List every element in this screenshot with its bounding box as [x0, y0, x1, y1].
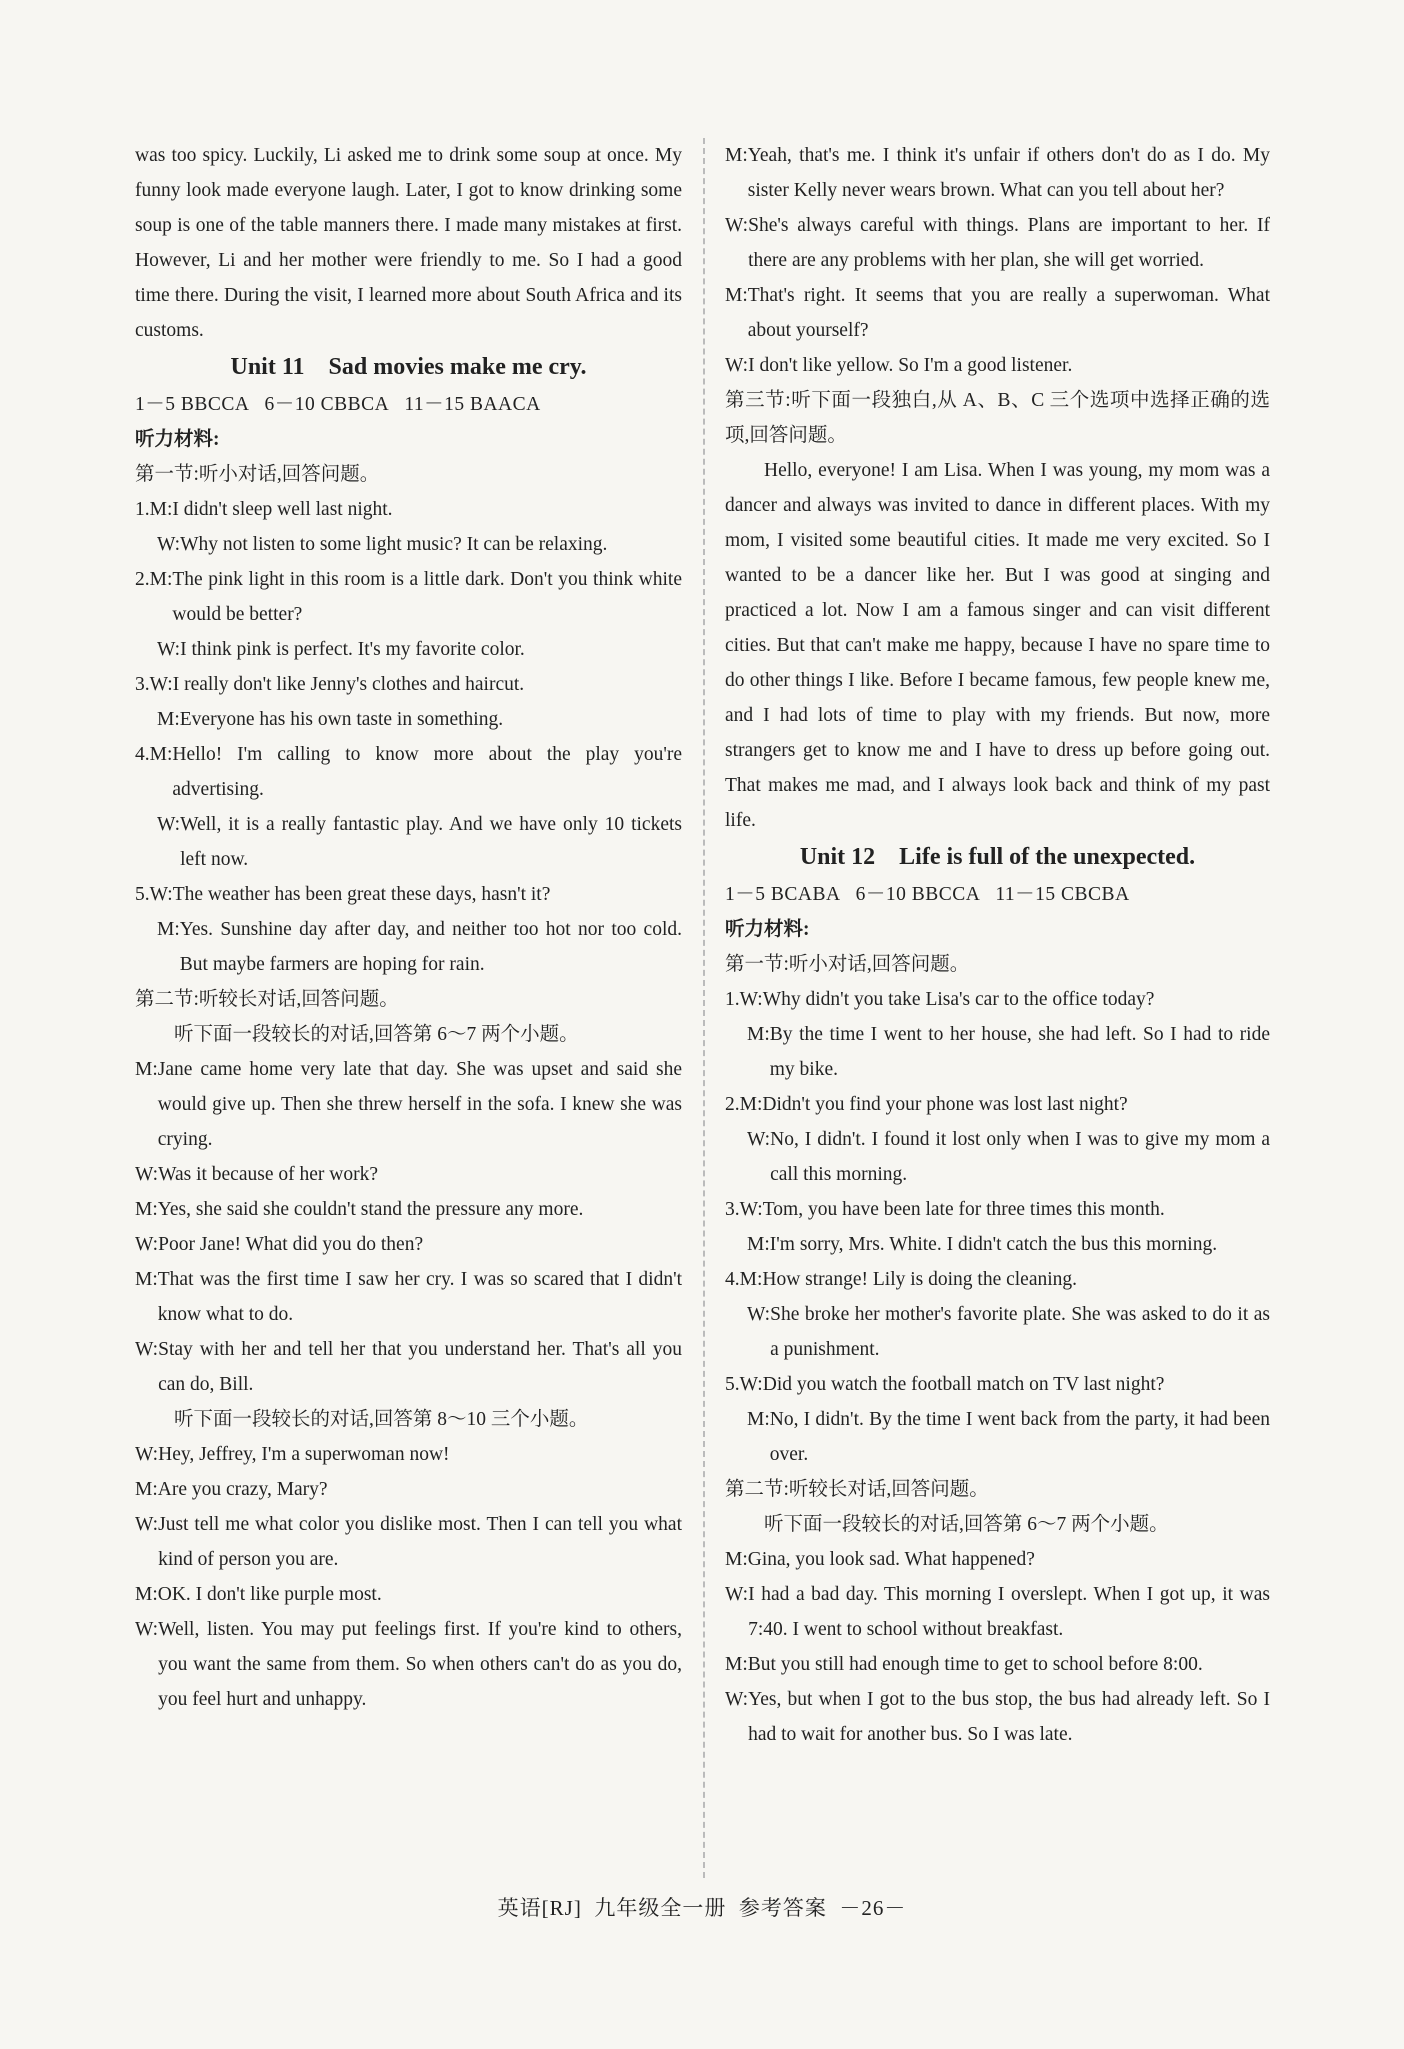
section-3-heading: 第三节:听下面一段独白,从 A、B、C 三个选项中选择正确的选项,回答问题。 — [725, 390, 1270, 446]
u12-q4-line-w — [725, 1297, 1270, 1367]
dialogue-text: Just tell me what color you dislike most. Then I can tell you what kind of person you are. — [158, 1514, 682, 1570]
u12-q1-line-w — [725, 982, 1270, 1017]
dialogue-text: Yes, she said she couldn't stand the pressure any more. — [157, 1199, 584, 1220]
dialogue-8-10 — [135, 1437, 682, 1717]
u12-q4-line-m — [725, 1262, 1270, 1297]
q4-w-text: She broke her mother's favorite plate. She was asked to do it as a punishment. — [770, 1304, 1270, 1360]
section-1-heading: 第一节:听小对话,回答问题。 — [725, 954, 970, 975]
q1-w-text: Why not listen to some light music? It can be relaxing. — [180, 534, 608, 555]
dialogue-line — [725, 1682, 1270, 1752]
q5-line-m — [135, 912, 682, 982]
speaker-label: M: — [135, 1269, 158, 1290]
speaker-label: W: — [135, 1514, 159, 1535]
speaker-label: M: — [157, 919, 180, 940]
speaker-label: W: — [725, 215, 749, 236]
section-2-heading: 第二节:听较长对话,回答问题。 — [135, 989, 399, 1010]
q1-number: 1. — [135, 499, 150, 520]
speaker-label: M: — [135, 1199, 158, 1220]
dialogue-text: Poor Jane! What did you do then? — [158, 1234, 424, 1255]
speaker-label: M: — [747, 1234, 770, 1255]
unit-12-title: Unit 12 Life is full of the unexpected. — [799, 844, 1196, 870]
u12-q3-line-m — [725, 1227, 1270, 1262]
q4-number: 4. — [725, 1269, 740, 1290]
intro-paragraph: was too spicy. Luckily, Li asked me to drink some soup at once. My funny look made everyone laugh. Later, I got to know drinking some soup is one of the table manners there. I made many mistakes at first. However, Li and her mother were friendly to me. So I had a good time there. During the visit, I learned more about South Africa and its customs. — [135, 145, 682, 341]
dialogue-text: Gina, you look sad. What happened? — [747, 1549, 1035, 1570]
unit-11-answers: 1－5 BBCCA 6－10 CBBCA 11－15 BAACA — [135, 394, 541, 415]
dialogue-text: But you still had enough time to get to school before 8:00. — [747, 1654, 1203, 1675]
dialogue-line — [135, 1437, 682, 1472]
speaker-label: W: — [725, 1689, 749, 1710]
dialogue-6-7 — [135, 1052, 682, 1402]
q5-w-text: Did you watch the football match on TV last night? — [762, 1374, 1165, 1395]
dialogue-line — [135, 1612, 682, 1717]
q1-w-text: Why didn't you take Lisa's car to the office today? — [762, 989, 1155, 1010]
q1-line-w — [135, 527, 682, 562]
q2-w-text: No, I didn't. I found it lost only when I was to give my mom a call this morning. — [770, 1129, 1270, 1185]
speaker-label: M: — [135, 1584, 158, 1605]
speaker-label: W: — [739, 1374, 763, 1395]
dialogue-line — [135, 1052, 682, 1157]
q2-number: 2. — [725, 1094, 740, 1115]
u12-q5-line-m — [725, 1402, 1270, 1472]
dialogue-line — [725, 1577, 1270, 1647]
speaker-label: W: — [157, 639, 181, 660]
dialogue-text: Yes, but when I got to the bus stop, the bus had already left. So I had to wait for another bus. So I was late. — [748, 1689, 1270, 1745]
q2-line-m — [135, 562, 682, 632]
dialogue-text: Are you crazy, Mary? — [157, 1479, 328, 1500]
column-divider — [703, 138, 705, 1878]
q5-number: 5. — [725, 1374, 740, 1395]
dialogue-text: Yeah, that's me. I think it's unfair if others don't do as I do. My sister Kelly never wears brown. What can you tell about her? — [747, 145, 1270, 201]
speaker-label: M: — [725, 1549, 748, 1570]
speaker-label: W: — [135, 1339, 159, 1360]
dialogue-line — [135, 1577, 682, 1612]
monologue: Hello, everyone! I am Lisa. When I was young, my mom was a dancer and always was invited to dance in different places. With my mom, I visited some beautiful cities. It made me very excited. So I wanted to be a dancer like her. But I was good at singing and practiced a lot. Now I am a famous singer and can visit different cities. But that can't make me happy, because I have no spare time to do other things I like. Before I became famous, few people knew me, and I had lots of time to play with my friends. But now, more strangers get to know me and I have to dress up before going out. That makes me mad, and I always look back and think of my past life. — [725, 460, 1270, 831]
right-column — [725, 138, 1270, 1752]
left-column — [135, 138, 682, 1717]
q4-line-w — [135, 807, 682, 877]
dialogue-line — [135, 1157, 682, 1192]
speaker-label: M: — [725, 145, 748, 166]
dialogue-8-10-intro: 听下面一段较长的对话,回答第 8～10 三个小题。 — [174, 1409, 589, 1430]
speaker-label: W: — [739, 989, 763, 1010]
u12-q2-line-w — [725, 1122, 1270, 1192]
dialogue-line — [135, 1332, 682, 1402]
speaker-label: W: — [135, 1444, 159, 1465]
speaker-label: W: — [157, 814, 181, 835]
q1-number: 1. — [725, 989, 740, 1010]
dialogue-8-10-continued — [725, 138, 1270, 383]
dialogue-6-7-intro: 听下面一段较长的对话,回答第 6～7 两个小题。 — [174, 1024, 579, 1045]
q1-line-m — [135, 492, 682, 527]
q5-number: 5. — [135, 884, 150, 905]
section-1-heading: 第一节:听小对话,回答问题。 — [135, 464, 380, 485]
dialogue-text: Stay with her and tell her that you understand her. That's all you can do, Bill. — [158, 1339, 682, 1395]
q4-line-m — [135, 737, 682, 807]
dialogue-line — [135, 1192, 682, 1227]
dialogue-6-7-intro: 听下面一段较长的对话,回答第 6～7 两个小题。 — [764, 1514, 1169, 1535]
speaker-label: M: — [739, 1269, 763, 1290]
dialogue-line — [135, 1507, 682, 1577]
dialogue-line — [725, 278, 1270, 348]
u12-q1-line-m — [725, 1017, 1270, 1087]
dialogue-text: That was the first time I saw her cry. I was so scared that I didn't know what to do. — [157, 1269, 682, 1325]
speaker-label: W: — [725, 355, 749, 376]
dialogue-line — [725, 1647, 1270, 1682]
q3-w-text: I really don't like Jenny's clothes and haircut. — [172, 674, 525, 695]
speaker-label: W: — [747, 1129, 771, 1150]
dialogue-text: That's right. It seems that you are really a superwoman. What about yourself? — [747, 285, 1270, 341]
q5-m-text: Yes. Sunshine day after day, and neither too hot nor too cold. But maybe farmers are hoping for rain. — [179, 919, 682, 975]
speaker-label: W: — [157, 534, 181, 555]
q3-m-text: Everyone has his own taste in something. — [179, 709, 504, 730]
u12-q5-line-w — [725, 1367, 1270, 1402]
speaker-label: W: — [725, 1584, 749, 1605]
speaker-label: M: — [725, 1654, 748, 1675]
dialogue-text: Was it because of her work? — [158, 1164, 378, 1185]
speaker-label: W: — [135, 1619, 159, 1640]
dialogue-line — [135, 1227, 682, 1262]
q5-line-w — [135, 877, 682, 912]
dialogue-text: Jane came home very late that day. She was upset and said she would give up. Then she threw herself in the sofa. I knew she was crying. — [157, 1059, 682, 1150]
speaker-label: W: — [135, 1164, 159, 1185]
dialogue-line — [135, 1472, 682, 1507]
q4-m-text: Hello! I'm calling to know more about the play you're advertising. — [172, 744, 682, 800]
speaker-label: M: — [135, 1059, 158, 1080]
q2-line-w — [135, 632, 682, 667]
q2-w-text: I think pink is perfect. It's my favorite color. — [180, 639, 525, 660]
speaker-label: M: — [149, 744, 173, 765]
dialogue-6-7 — [725, 1542, 1270, 1752]
dialogue-text: I don't like yellow. So I'm a good listener. — [748, 355, 1073, 376]
speaker-label: M: — [725, 285, 748, 306]
q2-m-text: The pink light in this room is a little dark. Don't you think white would be better? — [172, 569, 682, 625]
dialogue-text: Well, listen. You may put feelings first. If you're kind to others, you want the same from them. So when others can't do as you do, you feel hurt and unhappy. — [158, 1619, 682, 1710]
q3-line-w — [135, 667, 682, 702]
q5-w-text: The weather has been great these days, hasn't it? — [172, 884, 551, 905]
speaker-label: W: — [739, 1199, 763, 1220]
q2-number: 2. — [135, 569, 150, 590]
q1-m-text: By the time I went to her house, she had left. So I had to ride my bike. — [769, 1024, 1270, 1080]
dialogue-text: I had a bad day. This morning I overslept. When I got up, it was 7:40. I went to school without breakfast. — [748, 1584, 1270, 1640]
q4-m-text: How strange! Lily is doing the cleaning. — [762, 1269, 1078, 1290]
unit-11-title: Unit 11 Sad movies make me cry. — [230, 354, 587, 380]
materials-label: 听力材料: — [725, 919, 810, 940]
speaker-label: M: — [739, 1094, 763, 1115]
q3-m-text: I'm sorry, Mrs. White. I didn't catch the bus this morning. — [769, 1234, 1218, 1255]
unit-12-answers: 1－5 BCABA 6－10 BBCCA 11－15 CBCBA — [725, 884, 1130, 905]
speaker-label: W: — [149, 674, 173, 695]
q3-line-m — [135, 702, 682, 737]
speaker-label: W: — [135, 1234, 159, 1255]
section-2-heading: 第二节:听较长对话,回答问题。 — [725, 1479, 989, 1500]
dialogue-line — [725, 208, 1270, 278]
q3-w-text: Tom, you have been late for three times this month. — [762, 1199, 1165, 1220]
q4-number: 4. — [135, 744, 150, 765]
speaker-label: M: — [149, 499, 173, 520]
speaker-label: M: — [135, 1479, 158, 1500]
q3-number: 3. — [135, 674, 150, 695]
speaker-label: M: — [149, 569, 173, 590]
speaker-label: W: — [149, 884, 173, 905]
dialogue-line — [725, 138, 1270, 208]
u12-q2-line-m — [725, 1087, 1270, 1122]
dialogue-text: Hey, Jeffrey, I'm a superwoman now! — [158, 1444, 450, 1465]
materials-label: 听力材料: — [135, 429, 220, 450]
speaker-label: M: — [747, 1024, 770, 1045]
q5-m-text: No, I didn't. By the time I went back from the party, it had been over. — [769, 1409, 1270, 1465]
speaker-label: M: — [157, 709, 180, 730]
speaker-label: W: — [747, 1304, 771, 1325]
dialogue-text: OK. I don't like purple most. — [157, 1584, 382, 1605]
dialogue-line — [725, 1542, 1270, 1577]
dialogue-line — [135, 1262, 682, 1332]
dialogue-text: She's always careful with things. Plans are important to her. If there are any problems with her plan, she will get worried. — [748, 215, 1270, 271]
dialogue-line — [725, 348, 1270, 383]
page-footer: 英语[RJ] 九年级全一册 参考答案 －26－ — [497, 1896, 907, 1920]
u12-q3-line-w — [725, 1192, 1270, 1227]
q1-m-text: I didn't sleep well last night. — [172, 499, 393, 520]
q3-number: 3. — [725, 1199, 740, 1220]
speaker-label: M: — [747, 1409, 770, 1430]
q2-m-text: Didn't you find your phone was lost last night? — [762, 1094, 1128, 1115]
q4-w-text: Well, it is a really fantastic play. And we have only 10 tickets left now. — [180, 814, 682, 870]
